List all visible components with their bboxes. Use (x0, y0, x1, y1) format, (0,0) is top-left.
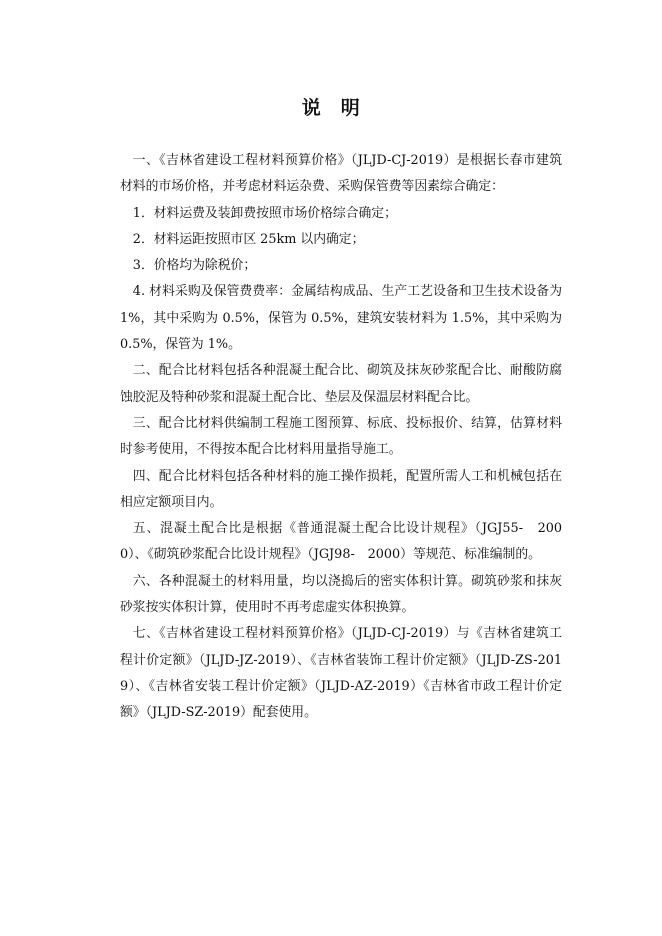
paragraph-2: 二、配合比材料包括各种混凝土配合比、砌筑及抹灰砂浆配合比、耐酸防腐蚀胶泥及特种砂浆和混凝土配合比、垫层及保温层材料配合比。 (120, 363, 562, 405)
document-body (120, 148, 562, 727)
paragraph-1: 一、《吉林省建设工程材料预算价格》（JLJD-CJ-2019）是根据长春市建筑材料的市场价格，并考虑材料运杂费、采购保管费等因素综合确定： (120, 153, 562, 195)
paragraph-1-item-1: 1．材料运费及装卸费按照市场价格综合确定； (132, 205, 397, 221)
page-title: 说 明 (301, 97, 361, 119)
paragraph-6: 六、各种混凝土的材料用量，均以浇捣后的密实体积计算。砌筑砂浆和抹灰砂浆按实体积计算，使用时不再考虑虚实体积换算。 (120, 573, 562, 616)
paragraph-1-item-2: 2．材料运距按照市区 25km 以内确定； (132, 231, 365, 247)
paragraph-1-item-4: 4. 材料采购及保管费费率：金属结构成品、生产工艺设备和卫生技术设备为 1%，其中采购为 0.5%，保管为 0.5%，建筑安装材料为 1.5%，其中采购为 0.5%，保管为 1%。 (120, 284, 562, 353)
paragraph-5: 五、混凝土配合比是根据《普通混凝土配合比设计规程》（JGJ55- 2000）、《砌筑砂浆配合比设计规程》（JGJ98- 2000）等规范、标准编制的。 (120, 521, 562, 563)
paragraph-7: 七、《吉林省建设工程材料预算价格》（JLJD-CJ-2019）与《吉林省建筑工程计价定额》（JLJD-JZ-2019）、《吉林省装饰工程计价定额》（JLJD-ZS-2019）、《吉林省安装工程计价定额》（JLJD-AZ-2019）《吉林省市政工程计价定额》（JLJD-SZ-2019）配套使用。 (120, 626, 562, 721)
paragraph-4: 四、配合比材料包括各种材料的施工操作损耗，配置所需人工和机械包括在相应定额项目内。 (120, 468, 562, 510)
paragraph-1-item-3: 3．价格均为除税价； (132, 258, 257, 274)
paragraph-3: 三、配合比材料供编制工程施工图预算、标底、投标报价、结算，估算材料时参考使用，不得按本配合比材料用量指导施工。 (120, 415, 562, 458)
